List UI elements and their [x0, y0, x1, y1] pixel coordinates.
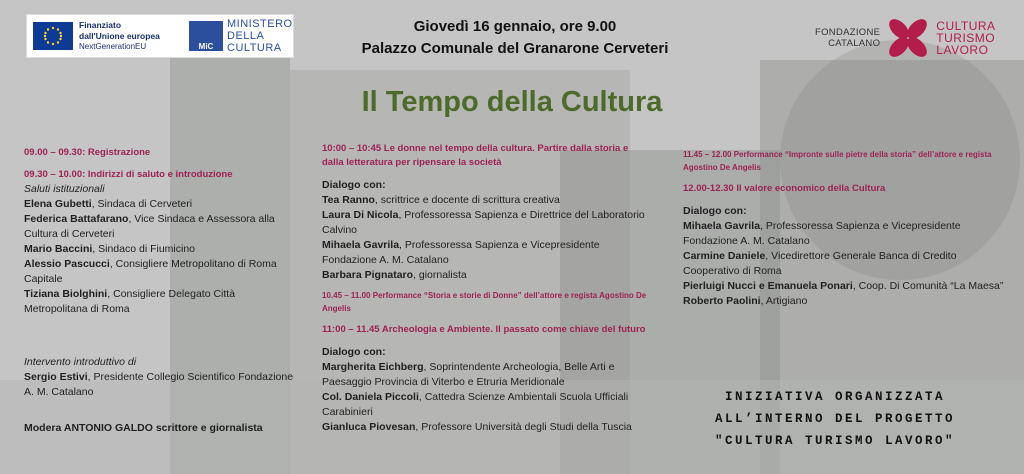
eu-flag-icon: [33, 22, 73, 50]
intro-session: 09.30 – 10.00: Indirizzi di saluto e introduzione: [24, 169, 233, 180]
speaker-role: , Sindaco di Fiumicino: [92, 243, 195, 255]
speaker-row: [24, 197, 294, 212]
speaker-role: , Professoressa Sapienza e Direttrice del Laboratorio Calvino: [322, 209, 645, 236]
ministry-line1: MINISTERO: [227, 18, 293, 30]
speaker-role: , Presidente Collegio Scientifico Fondazione A. M. Catalano: [24, 371, 294, 398]
speaker-row: [322, 420, 652, 435]
moderator-note: Modera ANTONIO GALDO scrittore e giornalista: [24, 422, 263, 434]
speaker-role: , Consigliere Metropolitano di Roma Capitale: [24, 258, 277, 285]
ctl-line2: TURISMO: [936, 31, 996, 45]
foundation-line1: FONDAZIONE: [815, 27, 881, 38]
intervento-label: Intervento introduttivo di: [24, 356, 137, 368]
speaker-name: Federica Battafarano: [24, 213, 129, 225]
speaker-row: [683, 279, 1013, 294]
speaker-role: , Cattedra Scienze Ambientali Scuola Ufficiali Carabinieri: [322, 391, 629, 418]
speaker-row: [322, 360, 652, 390]
speaker-role: , Vice Sindaca e Assessora alla Cultura di Cerveteri: [24, 213, 275, 240]
speaker-name: Gianluca Piovesan: [322, 421, 416, 433]
performance-impronte: 11.45 – 12.00 Performance “Impronte sulle pietre della storia” dell’attore e regista Agostino De Angelis: [683, 150, 992, 172]
session-women-culture: 10:00 – 10:45 Le donne nel tempo della cultura. Partire dalla storia e dalla letteratura per ripensare la società: [322, 143, 629, 168]
speaker-row: [322, 390, 652, 420]
speaker-name: Barbara Pignataro: [322, 269, 414, 281]
speaker-name: Sergio Estivi: [24, 371, 88, 383]
speaker-name: Alessio Pascucci: [24, 258, 110, 270]
event-header: [320, 16, 710, 60]
funding-logos: [26, 14, 294, 58]
dialogo-label: Dialogo con:: [322, 346, 386, 358]
event-venue: Palazzo Comunale del Granarone Cerveteri: [361, 40, 669, 57]
eu-line2: dall'Unione europea: [79, 31, 160, 41]
speaker-row: [322, 268, 652, 283]
speaker-name: Mario Baccini: [24, 243, 93, 255]
speaker-role: , Professoressa Sapienza e Vicepresidente Fondazione A. M. Catalano: [322, 239, 600, 266]
speaker-row: [683, 294, 1013, 309]
speaker-name: Elena Gubetti: [24, 198, 92, 210]
event-date: Giovedì 16 gennaio, ore 9.00: [413, 18, 617, 35]
speaker-row: [683, 249, 1013, 279]
registration-session: 09.00 – 09.30: Registrazione: [24, 147, 151, 158]
session-valore-economico: 12.00-12.30 Il valore economico della Cultura: [683, 183, 886, 194]
speaker-role: , Soprintendente Archeologia, Belle Arti e Paesaggio Provincia di Viterbo e Etruria Meridionale: [322, 361, 615, 388]
speaker-name: Tiziana Biolghini: [24, 288, 108, 300]
speaker-row: [322, 193, 652, 208]
speaker-row: [322, 238, 652, 268]
ministry-line2: DELLA: [227, 30, 265, 42]
speaker-role: , Consigliere Delegato Città Metropolitana di Roma: [24, 288, 236, 315]
main-title: Il Tempo della Cultura: [361, 86, 663, 118]
speaker-role: , Professore Università degli Studi della Tuscia: [415, 421, 632, 433]
speaker-row: [683, 219, 1013, 249]
ctl-line1: CULTURA: [936, 19, 996, 33]
speaker-role: , scrittrice e docente di scrittura creativa: [374, 194, 560, 206]
ministry-line3: CULTURA: [227, 42, 282, 54]
speaker-role: , Artigiano: [760, 295, 808, 307]
speaker-name: Tea Ranno: [322, 194, 375, 206]
foundation-line2: CATALANO: [828, 38, 881, 49]
speaker-name: Carmine Daniele: [683, 250, 766, 262]
speaker-name: Roberto Paolini: [683, 295, 761, 307]
speaker-role: , Sindaca di Cerveteri: [91, 198, 193, 210]
mic-text: MiC: [198, 42, 214, 51]
initiative-line3: "CULTURA TURISMO LAVORO": [714, 434, 956, 448]
performance-storia: 10.45 – 11.00 Performance “Storia e storie di Donne” dell’attore e regista Agostino De Angelis: [322, 291, 647, 313]
saluti-label: Saluti istituzionali: [24, 183, 105, 195]
program-column-2: [322, 142, 652, 435]
program-column-1: [24, 146, 294, 400]
speaker-row: [24, 242, 294, 257]
speaker-role: , Coop. Di Comunità “La Maesa”: [852, 280, 1004, 292]
speaker-name: Mihaela Gavrila: [322, 239, 400, 251]
eu-funding-text: [79, 20, 179, 52]
program-column-3: [683, 148, 1013, 309]
ctl-line3: LAVORO: [936, 43, 989, 57]
eu-line3: NextGenerationEU: [79, 42, 147, 51]
speaker-row: [24, 257, 294, 287]
speaker-name: Pierluigi Nucci e Emanuela Ponari: [683, 280, 853, 292]
speaker-row: [24, 287, 294, 317]
dialogo-label: Dialogo con:: [322, 179, 386, 191]
speaker-role: , Vicedirettore Generale Banca di Credito Cooperativo di Roma: [683, 250, 957, 277]
initiative-block: [692, 386, 978, 452]
mic-logo-icon: [189, 21, 223, 51]
flower-logo-icon: [886, 16, 930, 60]
speaker-name: Mihaela Gavrila: [683, 220, 761, 232]
dialogo-label: Dialogo con:: [683, 205, 747, 217]
initiative-line2: ALL’INTERNO DEL PROGETTO: [714, 412, 956, 426]
session-archeologia: 11:00 – 11.45 Archeologia e Ambiente. Il passato come chiave del futuro: [322, 324, 646, 335]
foundation-name: [815, 27, 880, 49]
speaker-role: , Professoressa Sapienza e Vicepresidente Fondazione A. M. Catalano: [683, 220, 961, 247]
speaker-name: Laura Di Nicola: [322, 209, 399, 221]
foundation-logo: [815, 16, 996, 60]
eu-line1: Finanziato: [79, 20, 122, 30]
speaker-role: , giornalista: [413, 269, 467, 281]
initiative-line1: INIZIATIVA ORGANIZZATA: [724, 390, 946, 404]
speaker-row: [24, 212, 294, 242]
ministry-text: [227, 18, 293, 54]
ctl-logo-text: [936, 20, 995, 56]
speaker-row: [322, 208, 652, 238]
speaker-name: Col. Daniela Piccoli: [322, 391, 419, 403]
speaker-name: Margherita Eichberg: [322, 361, 424, 373]
speaker-row: [24, 370, 294, 400]
